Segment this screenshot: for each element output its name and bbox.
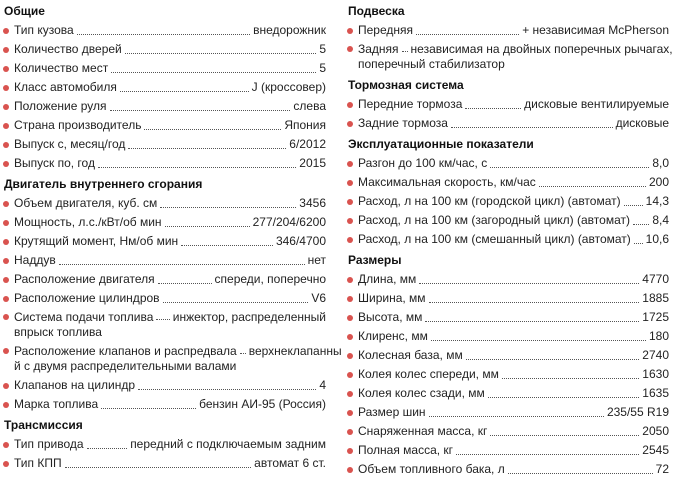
bullet-icon [347,180,353,186]
spec-row-rear-suspension [344,40,673,74]
spec-label: Разгон до 100 км/час, с [358,156,488,170]
spec-row-wheelbase [344,346,673,365]
spec-row-produced-to [0,154,330,173]
spec-row-fuel-grade [0,395,330,414]
bullet-icon [3,402,9,408]
spec-label: Расход, л на 100 км (городской цикл) (автомат) [358,194,621,208]
bullet-icon [3,348,9,354]
bullet-icon [347,467,353,473]
spec-value: 1630 [642,367,669,381]
spec-value: инжектор, распределенный [172,310,326,324]
spec-row-power [0,213,330,232]
bullet-icon [3,442,9,448]
spec-label: Задняя [358,42,399,56]
bullet-icon [347,277,353,283]
spec-label: Мощность, л.с./кВт/об мин [14,215,162,229]
spec-label: Колея колес сзади, мм [358,386,485,400]
spec-row-torque [0,232,330,251]
bullet-icon [347,391,353,397]
spec-label: Марка топлива [14,397,99,411]
spec-row-consumption-city [344,192,673,211]
spec-row-clearance [344,327,673,346]
spec-row-consumption-highway [344,211,673,230]
spec-value: 3456 [299,196,326,210]
spec-value: 72 [655,462,669,476]
spec-row-valves [0,342,342,376]
bullet-icon [3,201,9,207]
bullet-icon [347,448,353,454]
spec-label: Количество мест [14,61,109,75]
bullet-icon [3,85,9,91]
spec-row-seats [0,59,330,78]
spec-value: независимая на двойных поперечных рычагах, [410,42,673,56]
spec-value: 346/4700 [275,234,326,248]
spec-row-steering [0,97,330,116]
right-column [344,0,673,479]
bullet-icon [3,314,9,320]
spec-value: 6/2012 [289,137,326,151]
spec-label: Крутящий момент, Нм/об мин [14,234,179,248]
spec-row-class [0,78,330,97]
spec-row-fuel-tank [344,460,673,479]
spec-label: Полная масса, кг [358,443,454,457]
spec-value: 10,6 [645,232,669,246]
spec-value: 277/204/6200 [252,215,326,229]
spec-row-rear-track [344,384,673,403]
spec-label: Выпуск по, год [14,156,95,170]
spec-value: 4770 [642,272,669,286]
spec-value: 5 [319,61,326,75]
bullet-icon [347,410,353,416]
spec-label: Система подачи топлива [14,310,154,324]
bullet-icon [3,383,9,389]
bullet-icon [3,220,9,226]
spec-value: бензин АИ-95 (Россия) [199,397,326,411]
bullet-icon [3,28,9,34]
spec-label: Положение руля [14,99,107,113]
spec-value: верхнеклапанны [248,344,342,358]
spec-label: Длина, мм [358,272,417,286]
bullet-icon [3,47,9,53]
spec-label: Страна производитель [14,118,142,132]
bullet-icon [3,296,9,302]
spec-row-doors [0,40,330,59]
spec-label: Клапанов на цилиндр [14,378,136,392]
spec-value: 1725 [642,310,669,324]
spec-value: 2015 [299,156,326,170]
spec-row-drive [0,435,330,454]
spec-label: Тип КПП [14,456,62,470]
spec-label: Колесная база, мм [358,348,463,362]
spec-row-rear-brakes [344,114,673,133]
spec-label: Максимальная скорость, км/час [358,175,536,189]
spec-label: Высота, мм [358,310,423,324]
section-title-dimensions: Размеры [348,253,402,267]
spec-value: 4 [319,378,326,392]
spec-label: Объем двигателя, куб. см [14,196,158,210]
section-title-suspension: Подвеска [348,4,405,18]
spec-row-produced-from [0,135,330,154]
spec-label: Тип кузова [14,23,74,37]
spec-value: 8,0 [652,156,669,170]
left-column [0,0,342,473]
spec-value: слева [293,99,326,113]
spec-value: дисковые вентилируемые [524,97,669,111]
bullet-icon [3,239,9,245]
spec-value-continued: й с двумя распределительными валами [14,359,237,373]
spec-row-length [344,270,673,289]
bullet-icon [347,296,353,302]
spec-row-consumption-mixed [344,230,673,249]
bullet-icon [3,104,9,110]
spec-row-curb-weight [344,422,673,441]
spec-value: 180 [648,329,669,343]
spec-value: 14,3 [645,194,669,208]
spec-row-cylinder-layout [0,289,330,308]
bullet-icon [347,102,353,108]
section-title-performance: Эксплуатационные показатели [348,137,534,151]
bullet-icon [347,334,353,340]
spec-row-gross-weight [344,441,673,460]
spec-row-gearbox [0,454,330,473]
spec-label: Наддув [14,253,56,267]
spec-label: Расположение двигателя [14,272,155,286]
spec-label: Передние тормоза [358,97,463,111]
spec-row-height [344,308,673,327]
bullet-icon [3,161,9,167]
spec-value: Япония [284,118,326,132]
bullet-icon [347,237,353,243]
bullet-icon [347,46,353,52]
spec-value: 200 [648,175,669,189]
bullet-icon [3,277,9,283]
spec-value-continued: впрыск топлива [14,325,102,339]
bullet-icon [347,28,353,34]
spec-row-max-speed [344,173,673,192]
spec-value: J (кроссовер) [251,80,326,94]
spec-value-continued: поперечный стабилизатор [358,57,505,71]
spec-value: нет [307,253,326,267]
spec-row-country [0,116,330,135]
section-title-general: Общие [4,4,45,18]
spec-row-width [344,289,673,308]
spec-label: Передняя [358,23,414,37]
spec-label: Объем топливного бака, л [358,462,505,476]
spec-row-acceleration [344,154,673,173]
spec-value: 1635 [642,386,669,400]
spec-row-body-type [0,21,330,40]
spec-label: Ширина, мм [358,291,426,305]
bullet-icon [347,353,353,359]
bullet-icon [3,461,9,467]
section-title-engine: Двигатель внутреннего сгорания [4,177,203,191]
bullet-icon [347,121,353,127]
spec-row-tire-size [344,403,673,422]
spec-value: 2545 [642,443,669,457]
spec-label: Задние тормоза [358,116,448,130]
spec-label: Тип привода [14,437,84,451]
spec-label: Количество дверей [14,42,122,56]
bullet-icon [347,199,353,205]
spec-value: V6 [311,291,326,305]
spec-value: спереди, поперечно [214,272,326,286]
spec-label: Расход, л на 100 км (смешанный цикл) (автомат) [358,232,631,246]
spec-label: Расположение клапанов и распредвала [14,344,237,358]
spec-value: передний с подключаемым задним [130,437,326,451]
spec-label: Расположение цилиндров [14,291,160,305]
spec-label: Колея колес спереди, мм [358,367,499,381]
spec-row-valves-per-cylinder [0,376,330,395]
spec-value: автомат 6 ст. [254,456,326,470]
spec-row-front-track [344,365,673,384]
spec-value: 5 [319,42,326,56]
spec-value: 235/55 R19 [606,405,669,419]
bullet-icon [3,66,9,72]
spec-label: Выпуск с, месяц/год [14,137,126,151]
spec-row-engine-position [0,270,330,289]
spec-value: 1885 [642,291,669,305]
section-title-transmission: Трансмиссия [4,418,83,432]
bullet-icon [3,258,9,264]
spec-value: 8,4 [652,213,669,227]
spec-row-turbo [0,251,330,270]
bullet-icon [347,372,353,378]
section-title-brakes: Тормозная система [348,78,464,92]
bullet-icon [347,218,353,224]
spec-value: внедорожник [253,23,326,37]
spec-value: дисковые [615,116,669,130]
spec-row-displacement [0,194,330,213]
spec-row-fuel-system [0,308,330,342]
spec-value: + независимая McPherson [522,23,669,37]
spec-label: Размер шин [358,405,426,419]
spec-value: 2740 [642,348,669,362]
spec-label: Клиренс, мм [358,329,428,343]
bullet-icon [3,123,9,129]
bullet-icon [3,142,9,148]
bullet-icon [347,429,353,435]
spec-row-front-suspension [344,21,673,40]
spec-value: 2050 [642,424,669,438]
spec-row-front-brakes [344,95,673,114]
spec-label: Класс автомобиля [14,80,117,94]
bullet-icon [347,161,353,167]
spec-label: Снаряженная масса, кг [358,424,488,438]
spec-label: Расход, л на 100 км (загородный цикл) (автомат) [358,213,630,227]
bullet-icon [347,315,353,321]
